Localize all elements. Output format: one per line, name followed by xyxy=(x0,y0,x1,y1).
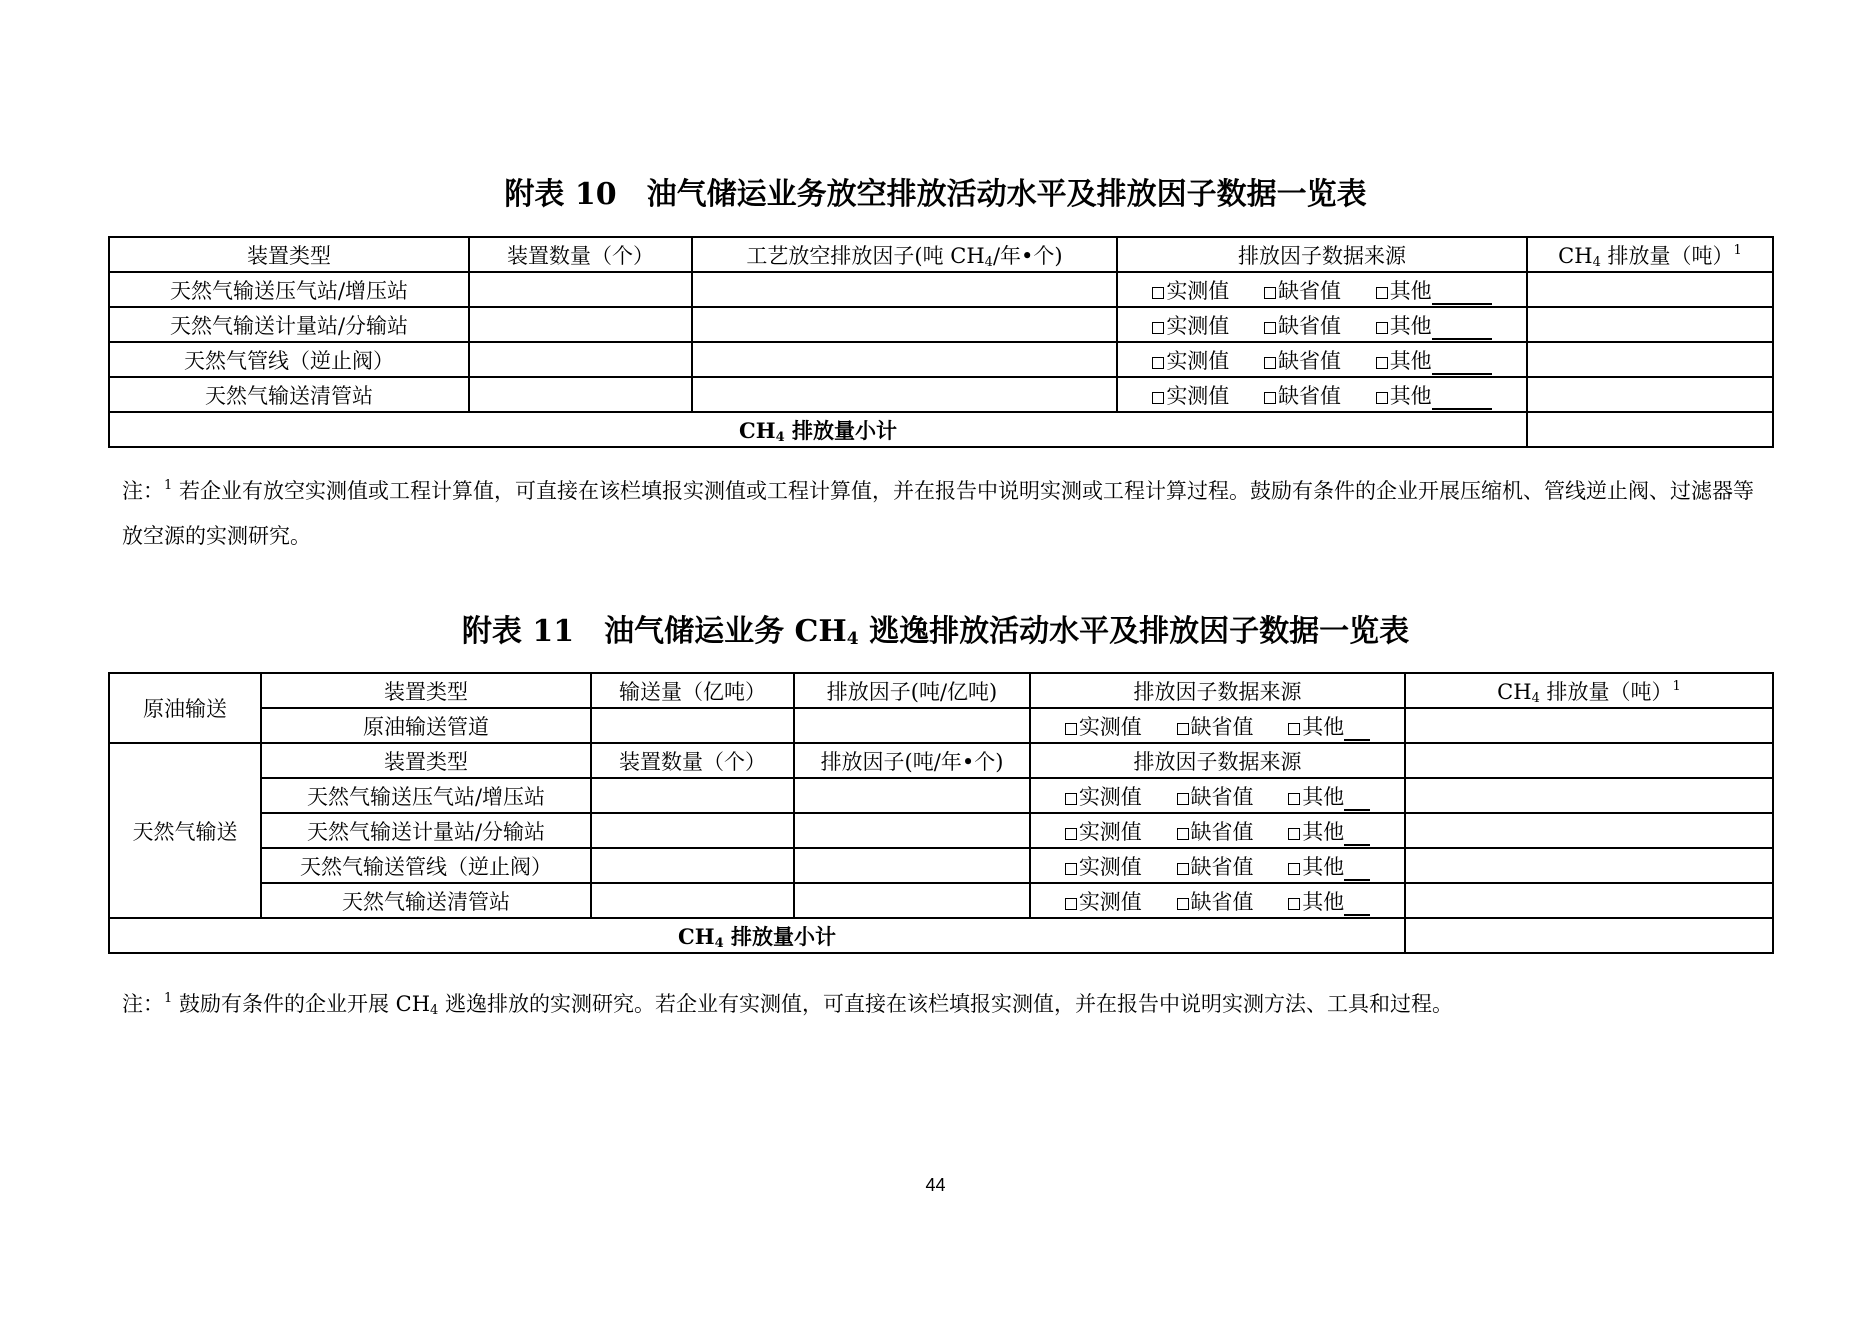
checkbox-icon[interactable] xyxy=(1177,793,1189,805)
header-factor-source: 排放因子数据来源 xyxy=(1030,743,1405,778)
other-option[interactable]: 其他 xyxy=(1288,816,1370,846)
device-count-input[interactable] xyxy=(469,272,692,307)
checkbox-icon[interactable] xyxy=(1065,898,1077,910)
header-device-type: 装置类型 xyxy=(261,743,591,778)
checkbox-icon[interactable] xyxy=(1065,863,1077,875)
device-count-input[interactable] xyxy=(469,342,692,377)
checkbox-icon[interactable] xyxy=(1177,898,1189,910)
emission-factor-input[interactable] xyxy=(794,883,1030,918)
device-type-cell: 天然气输送压气站/增压站 xyxy=(109,272,469,307)
table-row xyxy=(109,272,1773,307)
measured-option[interactable]: 实测值 xyxy=(1065,816,1142,846)
factor-source-options xyxy=(1117,307,1527,342)
header-device-type: 装置类型 xyxy=(261,673,591,708)
checkbox-icon[interactable] xyxy=(1152,287,1164,299)
device-count-input[interactable] xyxy=(591,778,794,813)
factor-source-options xyxy=(1030,848,1405,883)
header-factor-source: 排放因子数据来源 xyxy=(1117,237,1527,272)
header-ch4-emission: $CH_4$ 排放量（吨）$^1$ xyxy=(1527,237,1773,272)
table11 xyxy=(108,672,1774,954)
ch4-emission-input[interactable] xyxy=(1405,778,1773,813)
checkbox-icon[interactable] xyxy=(1152,392,1164,404)
factor-source-options xyxy=(1030,708,1405,743)
subtotal-input[interactable] xyxy=(1405,918,1773,953)
checkbox-icon[interactable] xyxy=(1177,828,1189,840)
table-row xyxy=(109,377,1773,412)
header-device-count: 装置数量（个） xyxy=(591,743,794,778)
checkbox-icon[interactable] xyxy=(1376,392,1388,404)
oil-transport-group: 原油输送 xyxy=(109,673,261,743)
emission-factor-input[interactable] xyxy=(794,848,1030,883)
subtotal-label: $CH_4$ 排放量小计 xyxy=(109,918,1405,953)
subtotal-input[interactable] xyxy=(1527,412,1773,447)
factor-source-options xyxy=(1030,883,1405,918)
checkbox-icon[interactable] xyxy=(1376,357,1388,369)
checkbox-icon[interactable] xyxy=(1264,357,1276,369)
table-row xyxy=(109,778,1773,813)
header-transport-volume: 输送量（亿吨） xyxy=(591,673,794,708)
measured-option[interactable]: 实测值 xyxy=(1065,781,1142,811)
default-option[interactable]: 缺省值 xyxy=(1177,816,1254,846)
checkbox-icon[interactable] xyxy=(1152,357,1164,369)
other-blank-field[interactable] xyxy=(1344,826,1370,846)
emission-factor-input[interactable] xyxy=(794,813,1030,848)
default-option[interactable]: 缺省值 xyxy=(1177,886,1254,916)
default-option[interactable]: 缺省值 xyxy=(1264,310,1341,340)
device-count-input[interactable] xyxy=(469,377,692,412)
table11-title: 附表 11 油气储运业务 CH4 逃逸排放活动水平及排放因子数据一览表 xyxy=(461,614,1410,649)
other-blank-field[interactable] xyxy=(1432,285,1492,305)
checkbox-icon[interactable] xyxy=(1177,723,1189,735)
gas-header-row xyxy=(109,743,1773,778)
measured-option[interactable]: 实测值 xyxy=(1152,310,1229,340)
default-option[interactable]: 缺省值 xyxy=(1264,345,1341,375)
ch4-emission-input[interactable] xyxy=(1527,307,1773,342)
measured-option[interactable]: 实测值 xyxy=(1152,275,1229,305)
device-type-cell: 天然气输送清管站 xyxy=(261,883,591,918)
table10-subtotal-row xyxy=(109,412,1773,447)
table-row xyxy=(109,883,1773,918)
checkbox-icon[interactable] xyxy=(1376,322,1388,334)
device-type-cell: 天然气输送管线（逆止阀） xyxy=(261,848,591,883)
device-type-cell: 天然气输送计量站/分输站 xyxy=(109,307,469,342)
other-blank-field[interactable] xyxy=(1344,721,1370,741)
default-option[interactable]: 缺省值 xyxy=(1264,275,1341,305)
other-option[interactable]: 其他 xyxy=(1288,851,1370,881)
ch4-emission-input[interactable] xyxy=(1527,377,1773,412)
ch4-emission-input[interactable] xyxy=(1405,848,1773,883)
default-option[interactable]: 缺省值 xyxy=(1177,711,1254,741)
checkbox-icon[interactable] xyxy=(1376,287,1388,299)
device-type-cell: 天然气管线（逆止阀） xyxy=(109,342,469,377)
table-row xyxy=(109,708,1773,743)
header-device-count: 装置数量（个） xyxy=(469,237,692,272)
checkbox-icon[interactable] xyxy=(1264,287,1276,299)
header-ch4-emission: $CH_4$ 排放量（吨）$^1$ xyxy=(1405,673,1773,708)
gas-transport-group: 天然气输送 xyxy=(109,743,261,918)
table10-title: 附表 10 油气储运业务放空排放活动水平及排放因子数据一览表 xyxy=(504,177,1367,212)
ch4-emission-input[interactable] xyxy=(1405,883,1773,918)
checkbox-icon[interactable] xyxy=(1288,793,1300,805)
factor-source-options xyxy=(1030,813,1405,848)
header-process-vent-factor: 工艺放空排放因子(吨 $CH_4/$年•个) xyxy=(692,237,1117,272)
other-option[interactable]: 其他 xyxy=(1376,345,1492,375)
default-option[interactable]: 缺省值 xyxy=(1264,380,1341,410)
header-factor-source: 排放因子数据来源 xyxy=(1030,673,1405,708)
factor-source-options xyxy=(1030,778,1405,813)
other-option[interactable]: 其他 xyxy=(1376,380,1492,410)
header-emission-factor: 排放因子(吨/亿吨) xyxy=(794,673,1030,708)
table-row xyxy=(109,848,1773,883)
default-option[interactable]: 缺省值 xyxy=(1177,781,1254,811)
emission-factor-input[interactable] xyxy=(794,778,1030,813)
emission-factor-input[interactable] xyxy=(692,377,1117,412)
oil-header-row xyxy=(109,673,1773,708)
factor-source-options xyxy=(1117,272,1527,307)
checkbox-icon[interactable] xyxy=(1264,392,1276,404)
measured-option[interactable]: 实测值 xyxy=(1065,851,1142,881)
checkbox-icon[interactable] xyxy=(1288,828,1300,840)
device-count-input[interactable] xyxy=(469,307,692,342)
other-blank-field[interactable] xyxy=(1344,791,1370,811)
table10-header-row xyxy=(109,237,1773,272)
ch4-emission-input[interactable] xyxy=(1405,743,1773,778)
table11-subtotal-row xyxy=(109,918,1773,953)
other-blank-field[interactable] xyxy=(1344,896,1370,916)
device-count-input[interactable] xyxy=(591,813,794,848)
header-emission-factor: 排放因子(吨/年•个) xyxy=(794,743,1030,778)
default-option[interactable]: 缺省值 xyxy=(1177,851,1254,881)
device-count-input[interactable] xyxy=(591,883,794,918)
ch4-emission-input[interactable] xyxy=(1405,813,1773,848)
measured-option[interactable]: 实测值 xyxy=(1152,345,1229,375)
checkbox-icon[interactable] xyxy=(1065,793,1077,805)
subtotal-label: $CH_4$ 排放量小计 xyxy=(109,412,1527,447)
measured-option[interactable]: 实测值 xyxy=(1065,886,1142,916)
other-option[interactable]: 其他 xyxy=(1376,310,1492,340)
device-type-cell: 原油输送管道 xyxy=(261,708,591,743)
other-blank-field[interactable] xyxy=(1344,861,1370,881)
measured-option[interactable]: 实测值 xyxy=(1065,711,1142,741)
factor-source-options xyxy=(1117,342,1527,377)
ch4-emission-input[interactable] xyxy=(1527,272,1773,307)
checkbox-icon[interactable] xyxy=(1288,898,1300,910)
table11-footnote: 注：$^1$ 鼓励有条件的企业开展 $CH_4$ 逃逸排放的实测研究。若企业有实测值，可直接在该栏填报实测值，并在报告中说明实测方法、工具和过程。 xyxy=(122,991,1453,1018)
checkbox-icon[interactable] xyxy=(1288,723,1300,735)
device-count-input[interactable] xyxy=(591,848,794,883)
emission-factor-input[interactable] xyxy=(692,342,1117,377)
other-option[interactable]: 其他 xyxy=(1288,886,1370,916)
table-row xyxy=(109,342,1773,377)
page-number: 44 xyxy=(925,1175,946,1195)
ch4-emission-input[interactable] xyxy=(1405,708,1773,743)
emission-factor-input[interactable] xyxy=(692,307,1117,342)
other-blank-field[interactable] xyxy=(1432,390,1492,410)
device-type-cell: 天然气输送压气站/增压站 xyxy=(261,778,591,813)
table10 xyxy=(108,236,1774,448)
header-device-type: 装置类型 xyxy=(109,237,469,272)
other-option[interactable]: 其他 xyxy=(1288,781,1370,811)
factor-source-options xyxy=(1117,377,1527,412)
other-blank-field[interactable] xyxy=(1432,355,1492,375)
other-blank-field[interactable] xyxy=(1432,320,1492,340)
table10-footnote: 注：$^1$ 若企业有放空实测值或工程计算值，可直接在该栏填报实测值或工程计算值，并在报告中说明实测或工程计算过程。鼓励有条件的企业开展压缩机、管线逆止阀、过滤器等放空源的实测研究。 xyxy=(122,478,1754,548)
checkbox-icon[interactable] xyxy=(1288,863,1300,875)
emission-factor-input[interactable] xyxy=(794,708,1030,743)
device-type-cell: 天然气输送计量站/分输站 xyxy=(261,813,591,848)
table-row xyxy=(109,813,1773,848)
table-row xyxy=(109,307,1773,342)
checkbox-icon[interactable] xyxy=(1177,863,1189,875)
other-option[interactable]: 其他 xyxy=(1288,711,1370,741)
measured-option[interactable]: 实测值 xyxy=(1152,380,1229,410)
emission-factor-input[interactable] xyxy=(692,272,1117,307)
other-option[interactable]: 其他 xyxy=(1376,275,1492,305)
checkbox-icon[interactable] xyxy=(1065,723,1077,735)
transport-volume-input[interactable] xyxy=(591,708,794,743)
checkbox-icon[interactable] xyxy=(1065,828,1077,840)
device-type-cell: 天然气输送清管站 xyxy=(109,377,469,412)
checkbox-icon[interactable] xyxy=(1152,322,1164,334)
checkbox-icon[interactable] xyxy=(1264,322,1276,334)
ch4-emission-input[interactable] xyxy=(1527,342,1773,377)
